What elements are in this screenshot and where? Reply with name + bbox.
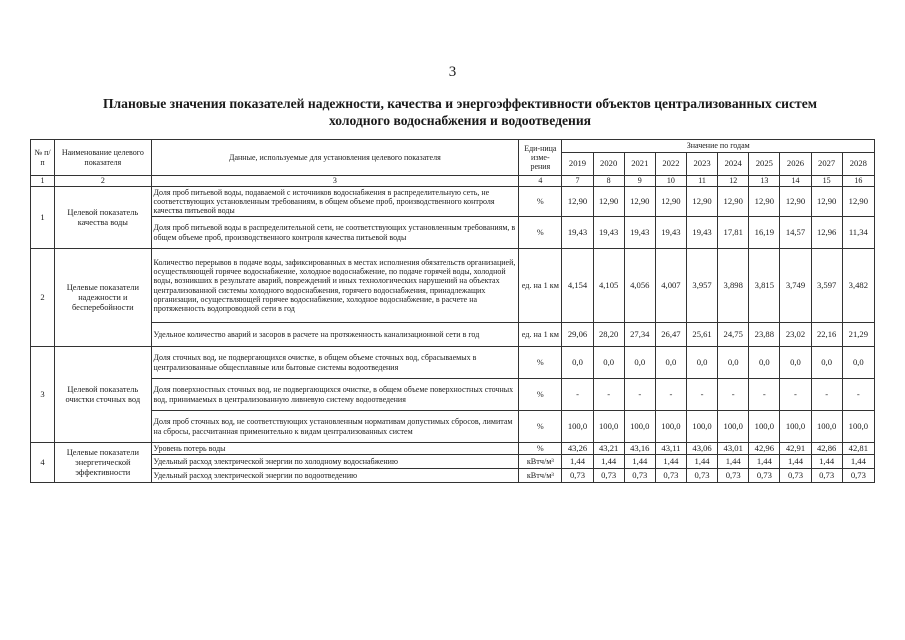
value-cell: -	[780, 379, 811, 411]
unit-cell: %	[519, 411, 562, 443]
value-cell: 0,0	[718, 347, 749, 379]
value-cell: 0,0	[749, 347, 780, 379]
value-cell: 11,34	[842, 217, 874, 249]
value-cell: 0,73	[687, 469, 718, 483]
value-cell: 42,86	[811, 443, 842, 455]
table-body	[31, 187, 875, 483]
year-header: 2021	[624, 153, 655, 176]
value-cell: 24,75	[718, 323, 749, 347]
unit-cell: %	[519, 443, 562, 455]
value-cell: 4,056	[624, 249, 655, 323]
page-number: 3	[448, 64, 457, 80]
value-cell: 0,0	[562, 347, 593, 379]
value-cell: 0,0	[624, 347, 655, 379]
group-number: 3	[31, 347, 55, 443]
value-cell: 19,43	[562, 217, 593, 249]
value-cell: 0,0	[655, 347, 686, 379]
value-cell: 0,73	[780, 469, 811, 483]
value-cell: 3,898	[718, 249, 749, 323]
value-cell: 1,44	[749, 455, 780, 469]
value-cell: 100,0	[624, 411, 655, 443]
year-header: 2020	[593, 153, 624, 176]
value-cell: 1,44	[811, 455, 842, 469]
indicator-name: Целевой показатель качества воды	[55, 187, 151, 249]
value-cell: 12,90	[593, 187, 624, 217]
table-row	[31, 455, 875, 469]
header-num: № п/п	[31, 140, 55, 176]
table-row	[31, 347, 875, 379]
value-cell: 3,815	[749, 249, 780, 323]
value-cell: 0,73	[655, 469, 686, 483]
value-cell: 100,0	[842, 411, 874, 443]
value-cell: -	[811, 379, 842, 411]
indicator-description: Удельный расход электрической энергии по водоотведению	[151, 469, 519, 483]
value-cell: 12,90	[687, 187, 718, 217]
value-cell: 21,29	[842, 323, 874, 347]
value-cell: 1,44	[842, 455, 874, 469]
value-cell: 0,73	[624, 469, 655, 483]
column-number: 4	[519, 176, 562, 187]
year-header: 2024	[718, 153, 749, 176]
column-number: 1	[31, 176, 55, 187]
value-cell: 25,61	[687, 323, 718, 347]
value-cell: 1,44	[780, 455, 811, 469]
year-header: 2027	[811, 153, 842, 176]
value-cell: 43,01	[718, 443, 749, 455]
value-cell: -	[624, 379, 655, 411]
value-cell: 28,20	[593, 323, 624, 347]
value-cell: 100,0	[687, 411, 718, 443]
value-cell: 23,02	[780, 323, 811, 347]
value-cell: 0,0	[842, 347, 874, 379]
indicator-description: Удельный расход электрической энергии по холодному водоснабжению	[151, 455, 519, 469]
value-cell: -	[842, 379, 874, 411]
value-cell: 43,21	[593, 443, 624, 455]
table-row	[31, 411, 875, 443]
year-header: 2026	[780, 153, 811, 176]
value-cell: -	[718, 379, 749, 411]
value-cell: 12,90	[718, 187, 749, 217]
value-cell: 43,16	[624, 443, 655, 455]
table-row	[31, 443, 875, 455]
value-cell: 3,482	[842, 249, 874, 323]
value-cell: 0,73	[842, 469, 874, 483]
year-header: 2028	[842, 153, 874, 176]
value-cell: 22,16	[811, 323, 842, 347]
column-number: 3	[151, 176, 519, 187]
value-cell: 42,91	[780, 443, 811, 455]
value-cell: 100,0	[811, 411, 842, 443]
column-number: 15	[811, 176, 842, 187]
value-cell: 0,73	[749, 469, 780, 483]
value-cell: 12,90	[624, 187, 655, 217]
value-cell: 1,44	[624, 455, 655, 469]
value-cell: 42,81	[842, 443, 874, 455]
column-numbers-row	[31, 176, 875, 187]
indicator-description: Удельное количество аварий и засоров в расчете на протяженность канализационной сети в год	[151, 323, 519, 347]
value-cell: 100,0	[749, 411, 780, 443]
value-cell: 1,44	[718, 455, 749, 469]
group-number: 2	[31, 249, 55, 347]
value-cell: 12,96	[811, 217, 842, 249]
value-cell: 43,26	[562, 443, 593, 455]
unit-cell: %	[519, 187, 562, 217]
column-number: 8	[593, 176, 624, 187]
title-line-1: Плановые значения показателей надежности, качества и энергоэффективности объектов централизованных систем	[102, 96, 818, 111]
value-cell: 19,43	[687, 217, 718, 249]
indicator-description: Доля проб питьевой воды, подаваемой с источников водоснабжения в распределительную сеть, не соответствующих установленным требованиям, в общем объеме проб, производственного контроля качества питьевой воды	[151, 187, 519, 217]
value-cell: -	[562, 379, 593, 411]
unit-cell: %	[519, 217, 562, 249]
indicator-description: Уровень потерь воды	[151, 443, 519, 455]
targets-table	[30, 139, 875, 483]
value-cell: 23,88	[749, 323, 780, 347]
indicator-name: Целевые показатели энергетической эффективности	[55, 443, 151, 483]
value-cell: -	[687, 379, 718, 411]
value-cell: 1,44	[655, 455, 686, 469]
value-cell: 12,90	[811, 187, 842, 217]
value-cell: 0,0	[593, 347, 624, 379]
column-number: 12	[718, 176, 749, 187]
unit-cell: кВтч/м³	[519, 455, 562, 469]
value-cell: 100,0	[562, 411, 593, 443]
value-cell: 19,43	[593, 217, 624, 249]
value-cell: 12,90	[562, 187, 593, 217]
value-cell: 12,90	[655, 187, 686, 217]
value-cell: 3,597	[811, 249, 842, 323]
year-header: 2025	[749, 153, 780, 176]
table-row	[31, 379, 875, 411]
header-unit: Еди-ница изме-рения	[519, 140, 562, 176]
value-cell: 27,34	[624, 323, 655, 347]
value-cell: 0,0	[687, 347, 718, 379]
column-number: 14	[780, 176, 811, 187]
unit-cell: ед. на 1 км	[519, 249, 562, 323]
value-cell: 43,06	[687, 443, 718, 455]
column-number: 2	[55, 176, 151, 187]
unit-cell: %	[519, 347, 562, 379]
year-header: 2019	[562, 153, 593, 176]
value-cell: 12,90	[780, 187, 811, 217]
group-number: 4	[31, 443, 55, 483]
column-number: 11	[687, 176, 718, 187]
table-row	[31, 217, 875, 249]
value-cell: 17,81	[718, 217, 749, 249]
column-number: 7	[562, 176, 593, 187]
document-title	[40, 95, 880, 129]
value-cell: 1,44	[687, 455, 718, 469]
indicator-description: Доля проб сточных вод, не соответствующих установленным нормативам допустимых сбросов, лимитам на сбросы, рассчитанная применительно к видам централизованных систем	[151, 411, 519, 443]
value-cell: -	[655, 379, 686, 411]
column-number: 16	[842, 176, 874, 187]
value-cell: 14,57	[780, 217, 811, 249]
year-header: 2023	[687, 153, 718, 176]
value-cell: -	[593, 379, 624, 411]
column-number: 9	[624, 176, 655, 187]
column-number: 10	[655, 176, 686, 187]
table-row	[31, 249, 875, 323]
value-cell: 1,44	[562, 455, 593, 469]
unit-cell: ед. на 1 км	[519, 323, 562, 347]
value-cell: 100,0	[780, 411, 811, 443]
unit-cell: %	[519, 379, 562, 411]
value-cell: 29,06	[562, 323, 593, 347]
title-line-2: холодного водоснабжения и водоотведения	[328, 113, 592, 128]
value-cell: 42,96	[749, 443, 780, 455]
unit-cell: кВтч/м³	[519, 469, 562, 483]
value-cell: 4,007	[655, 249, 686, 323]
value-cell: 4,154	[562, 249, 593, 323]
value-cell: 0,73	[811, 469, 842, 483]
value-cell: 100,0	[655, 411, 686, 443]
value-cell: 0,0	[780, 347, 811, 379]
value-cell: 0,73	[593, 469, 624, 483]
header-indicator-name: Наименование целевого показателя	[55, 140, 151, 176]
value-cell: 100,0	[593, 411, 624, 443]
value-cell: 19,43	[624, 217, 655, 249]
year-header: 2022	[655, 153, 686, 176]
value-cell: 12,90	[749, 187, 780, 217]
indicator-name: Целевой показатель очистки сточных вод	[55, 347, 151, 443]
value-cell: 3,749	[780, 249, 811, 323]
value-cell: 0,0	[811, 347, 842, 379]
header-values-by-year: Значение по годам	[562, 140, 875, 153]
value-cell: -	[749, 379, 780, 411]
value-cell: 3,957	[687, 249, 718, 323]
table-row	[31, 187, 875, 217]
value-cell: 0,73	[562, 469, 593, 483]
indicator-description: Доля поверхностных сточных вод, не подвергающихся очистке, в общем объеме поверхностных сточных вод, принимаемых в централизованную ливневую систему водоотведения	[151, 379, 519, 411]
value-cell: 26,47	[655, 323, 686, 347]
value-cell: 43,11	[655, 443, 686, 455]
indicator-description: Количество перерывов в подаче воды, зафиксированных в местах исполнения обязательств организацией, осуществляющей горячее водоснабжение, холодное водоснабжение, по подаче горячей воды, холодной воды, возникших в результате аварий, повреждений и иных технологических нарушений на объектах централизованной системы холодного водоснабжения, горячего водоснабжения, принадлежащих организации, осуществляющей горячее водоснабжение, холодное водоснабжение, в расчете на протяженность водопроводной сети в год	[151, 249, 519, 323]
value-cell: 100,0	[718, 411, 749, 443]
header-data: Данные, используемые для установления целевого показателя	[151, 140, 519, 176]
table-row	[31, 323, 875, 347]
indicator-description: Доля проб питьевой воды в распределительной сети, не соответствующих установленным требованиям, в общем объеме проб, производственного контроля качества питьевой воды	[151, 217, 519, 249]
value-cell: 19,43	[655, 217, 686, 249]
column-number: 13	[749, 176, 780, 187]
value-cell: 16,19	[749, 217, 780, 249]
value-cell: 4,105	[593, 249, 624, 323]
value-cell: 1,44	[593, 455, 624, 469]
indicator-name: Целевые показатели надежности и бесперебойности	[55, 249, 151, 347]
value-cell: 0,73	[718, 469, 749, 483]
group-number: 1	[31, 187, 55, 249]
table-row	[31, 469, 875, 483]
value-cell: 12,90	[842, 187, 874, 217]
indicator-description: Доля сточных вод, не подвергающихся очистке, в общем объеме сточных вод, сбрасываемых в централизованные общесплавные или бытовые системы водоотведения	[151, 347, 519, 379]
